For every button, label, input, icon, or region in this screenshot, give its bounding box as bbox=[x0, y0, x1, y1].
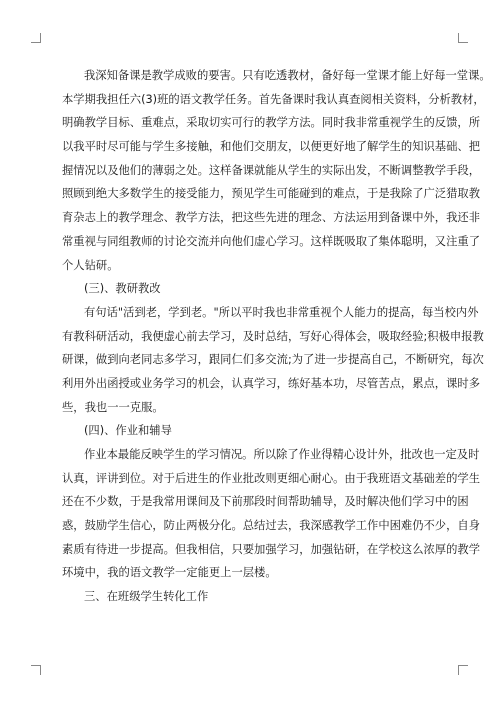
paragraph-line: 认真，评讲到位。对于后进生的作业批改则更细心耐心。由于我班语文基础差的学生 bbox=[62, 471, 480, 485]
section-heading: (三)、教研教改 bbox=[84, 282, 161, 296]
paragraph-line: 照顾到绝大多数学生的接受能力，预见学生可能碰到的难点，于是我除了广泛猎取教 bbox=[62, 187, 480, 201]
paragraph-line: 育杂志上的教学理念、教学方法，把这些先进的理念、方法运用到备课中外，我还非 bbox=[62, 211, 480, 225]
crop-mark-top-left bbox=[31, 33, 41, 43]
paragraph-line: 个人钻研。 bbox=[62, 258, 119, 272]
crop-mark-top-right bbox=[458, 33, 468, 43]
document-body bbox=[62, 64, 491, 609]
paragraph-line: 我深知备课是教学成败的要害。只有吃透教材，备好每一堂课才能上好每一堂课。 bbox=[84, 69, 491, 82]
paragraph-line: 还在不少数，于是我常用课间及下前那段时间帮助辅导，及时解决他们学习中的困 bbox=[62, 495, 469, 509]
section-heading: (四)、作业和辅导 bbox=[84, 424, 172, 438]
section-heading: 三、在班级学生转化工作 bbox=[84, 590, 209, 604]
paragraph-line: 常重视与同组教师的讨论交流并向他们虚心学习。这样既吸取了集体聪明，又注重了 bbox=[62, 234, 480, 248]
paragraph-line: 有句话"活到老，学到老。"所以平时我也非常重视个人能力的提高，每当校内外 bbox=[84, 305, 479, 319]
crop-mark-bottom-left bbox=[31, 665, 41, 675]
paragraph-line: 研课，做到向老同志多学习，跟同仁们多交流;为了进一步提高自己，不断研究，每次 bbox=[62, 353, 484, 367]
paragraph-line: 明确教学目标、重难点，采取切实可行的教学方法。同时我非常重视学生的反馈，所 bbox=[62, 116, 480, 130]
paragraph-line: 有教科研活动，我便虚心前去学习，及时总结，写好心得体会，吸取经验;积极申报教 bbox=[62, 329, 484, 343]
paragraph-line: 握情况以及他们的薄弱之处。这样备课就能从学生的实际出发，不断调整教学手段， bbox=[62, 163, 480, 177]
paragraph-line: 本学期我担任六(3)班的语文教学任务。首先备课时我认真查阅相关资料，分析教材， bbox=[62, 92, 485, 106]
paragraph-line: 惑，鼓励学生信心，防止两极分化。总结过去，我深感教学工作中困难仍不少，自身 bbox=[62, 519, 480, 533]
paragraph-line: 素质有待进一步提高。但我相信，只要加强学习，加强钻研，在学校这么浓厚的教学 bbox=[62, 542, 480, 556]
paragraph-line: 以我平时尽可能与学生多接触，和他们交朋友，以便更好地了解学生的知识基础、把 bbox=[62, 140, 480, 154]
paragraph-line: 利用外出函授或业务学习的机会，认真学习，练好基本功，尽管苦点，累点，课时多 bbox=[62, 376, 480, 390]
crop-mark-bottom-right bbox=[458, 665, 468, 675]
paragraph-line: 作业本最能反映学生的学习情况。所以除了作业得精心设计外，批改也一定及时 bbox=[84, 448, 480, 461]
paragraph-line: 环境中，我的语文教学一定能更上一层楼。 bbox=[62, 566, 277, 580]
paragraph-line: 些，我也一一克服。 bbox=[62, 400, 164, 414]
